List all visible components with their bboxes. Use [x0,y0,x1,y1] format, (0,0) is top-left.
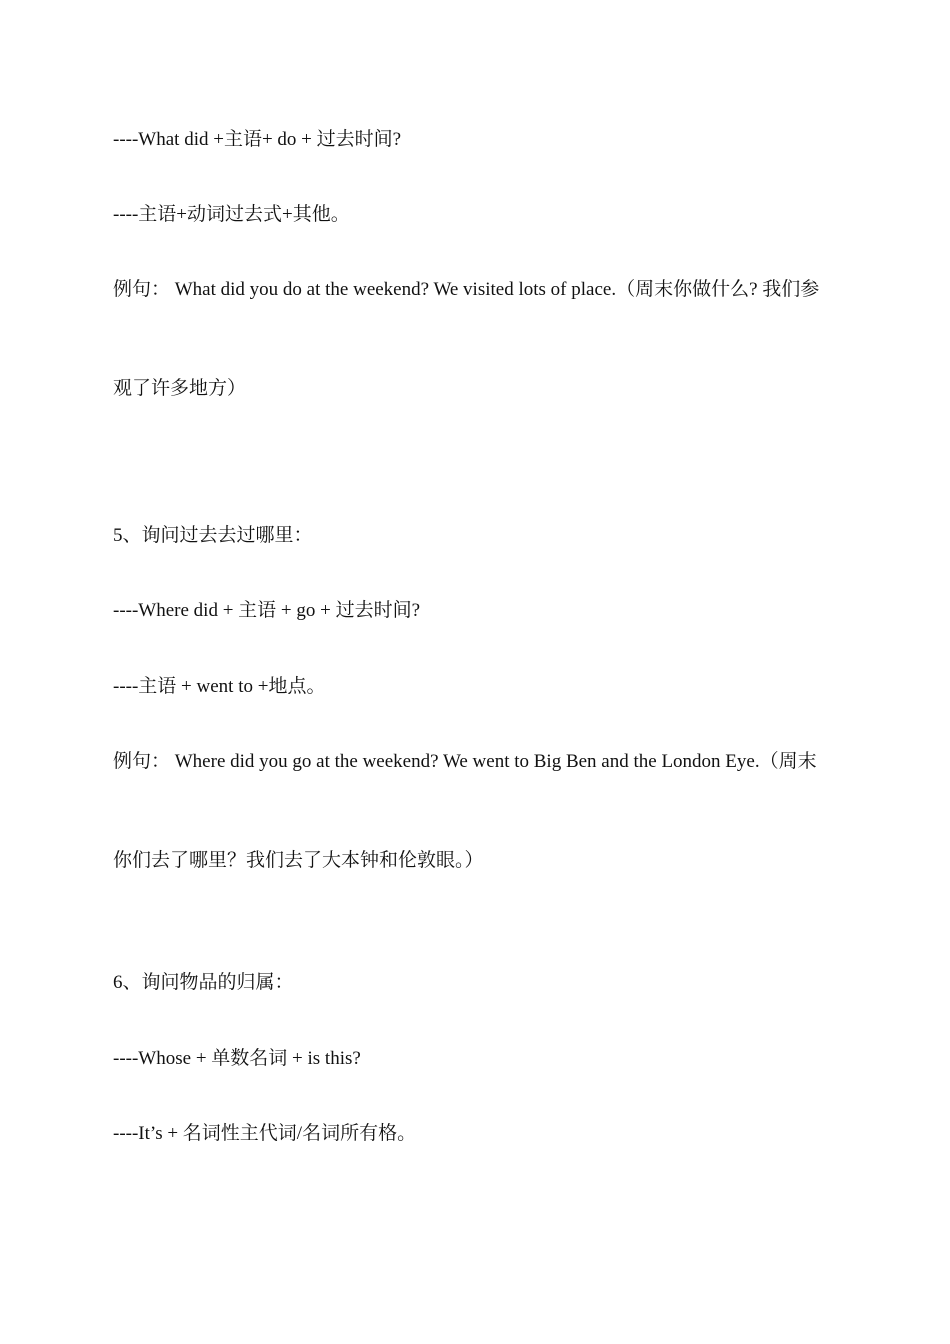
text-line: ----Whose + 单数名词 + is this? [113,1048,361,1069]
text-line: ----主语 + went to +地点。 [113,676,326,697]
example-sentence-continuation: 观了许多地方） [113,378,247,399]
section-heading-6: 6、询问物品的归属： [113,972,294,993]
example-sentence-continuation: 你们去了哪里？我们去了大本钟和伦敦眼。） [113,850,484,871]
text-line: ----Where did + 主语 + go + 过去时间? [113,600,421,621]
example-sentence-line: 例句： What did you do at the weekend? We visited lots of place.（周末你做什么? 我们参 [113,279,820,300]
example-sentence-line: 例句： Where did you go at the weekend? We went to Big Ben and the London Eye.（周末 [113,751,817,772]
text-line: ----What did +主语+ do + 过去时间? [113,129,402,150]
text-line: ----主语+动词过去式+其他。 [113,204,350,225]
section-heading-5: 5、询问过去去过哪里： [113,525,313,546]
text-line: ----It’s + 名词性主代词/名词所有格。 [113,1123,417,1144]
